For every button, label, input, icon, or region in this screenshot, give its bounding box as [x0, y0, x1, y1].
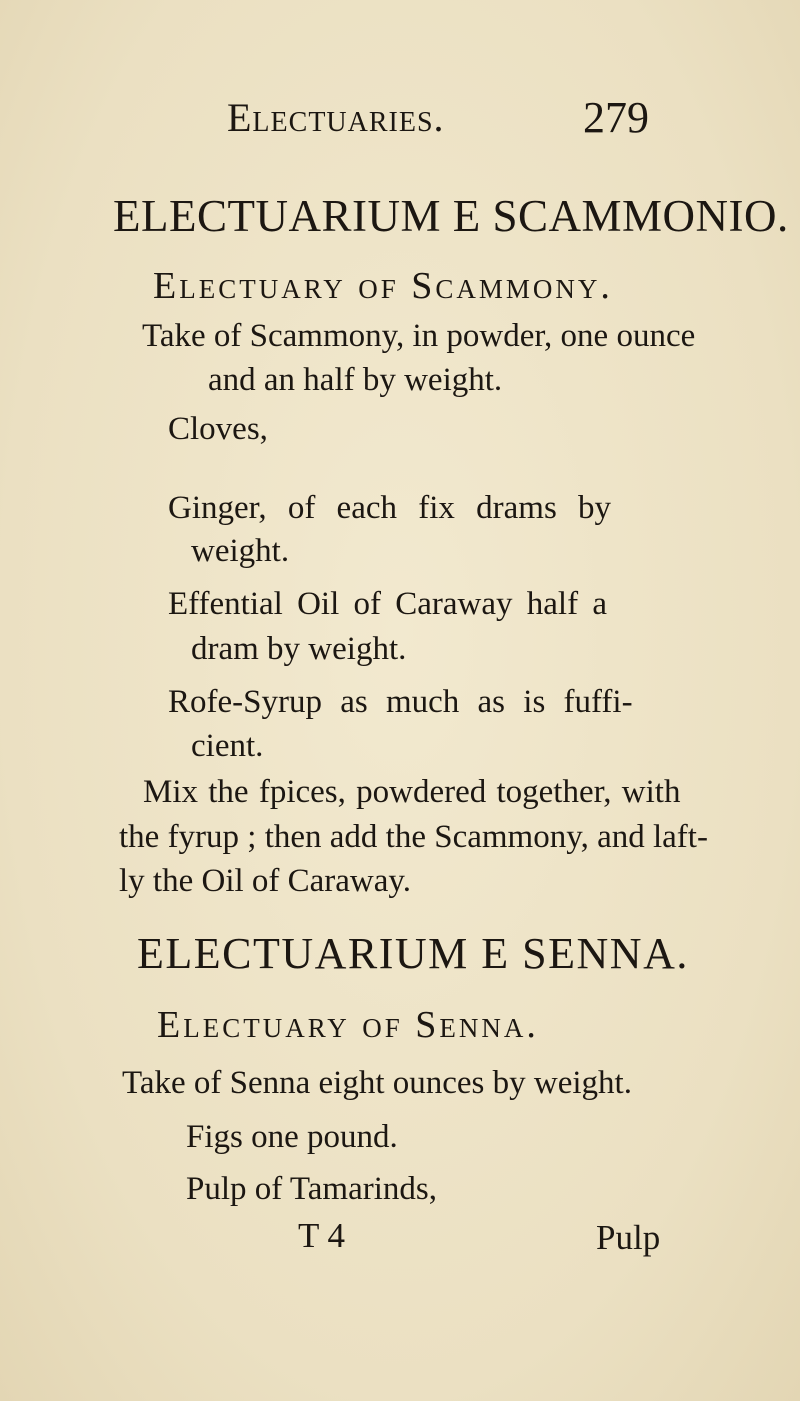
text-line: Rofe-Syrup as much as is fuffi- — [168, 684, 633, 720]
text-line: Mix the fpices, powdered together, with — [143, 774, 681, 810]
running-head: Electuaries. — [227, 95, 445, 140]
section-title-senna: ELECTUARIUM E SENNA. — [137, 929, 689, 978]
text-line: ly the Oil of Caraway. — [119, 863, 412, 899]
text-line: Effential Oil of Caraway half a — [168, 586, 607, 622]
signature-mark: T 4 — [298, 1216, 345, 1255]
text-line: Take of Senna eight ounces by weight. — [122, 1065, 632, 1101]
section-subtitle-senna: Electuary of Senna. — [157, 1004, 539, 1046]
text-line: the fyrup ; then add the Scammony, and laft- — [119, 819, 708, 855]
text-line: dram by weight. — [191, 631, 407, 667]
text-line: cient. — [191, 728, 264, 764]
catchword: Pulp — [596, 1218, 661, 1257]
section-subtitle-scammony: Electuary of Scammony. — [153, 265, 613, 307]
text-line: Pulp of Tamarinds, — [186, 1171, 437, 1207]
text-line: Cloves, — [168, 411, 268, 447]
page-number: 279 — [583, 93, 649, 142]
text-line: weight. — [191, 533, 290, 569]
text-line: Figs one pound. — [186, 1119, 398, 1155]
section-title-scammonio: ELECTUARIUM E SCAMMONIO. — [113, 191, 789, 241]
text-line: Ginger, of each fix drams by — [168, 490, 612, 526]
text-line: and an half by weight. — [208, 362, 503, 398]
text-line: Take of Scammony, in powder, one ounce — [142, 318, 696, 354]
